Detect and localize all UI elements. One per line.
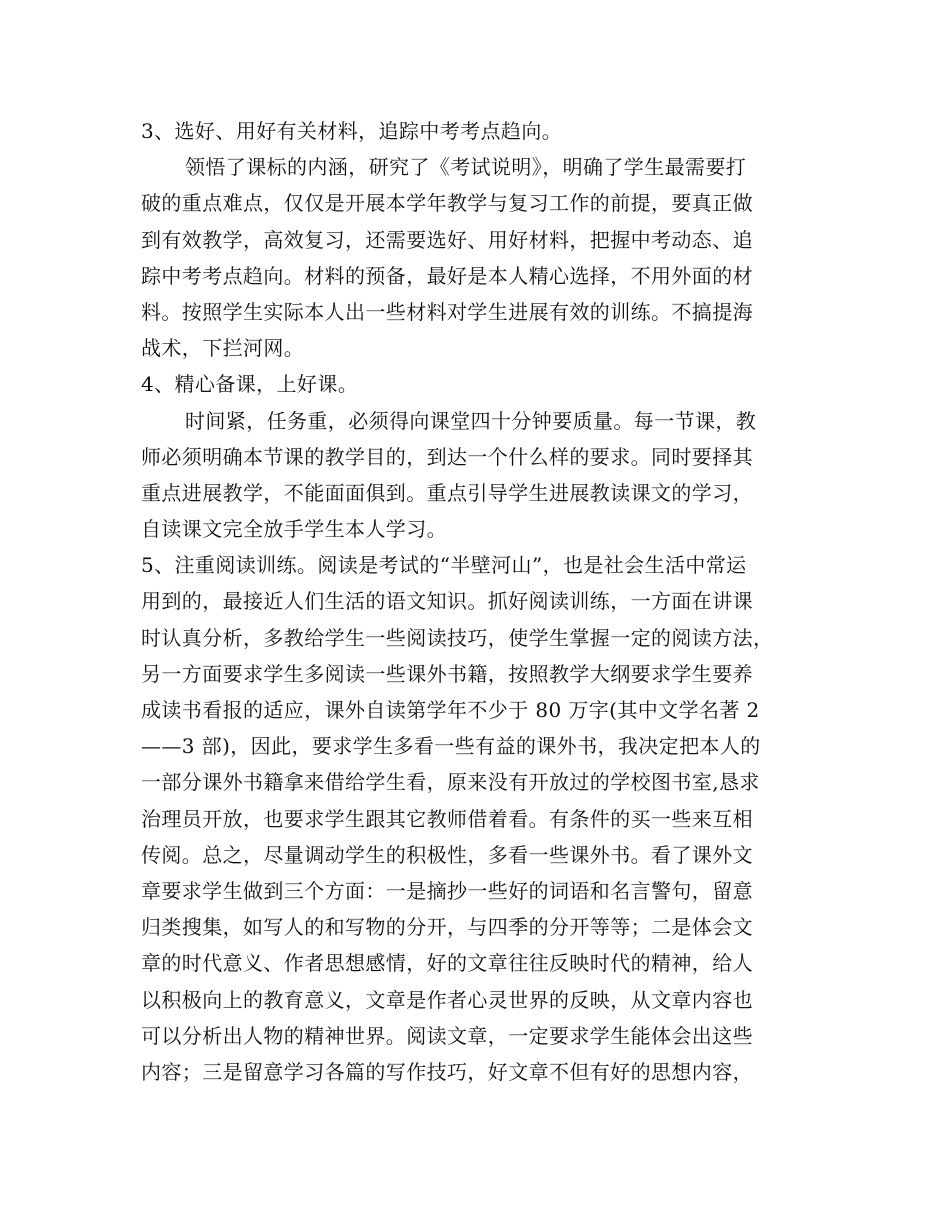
text-line: 章要求学生做到三个方面：一是摘抄一些好的词语和名言警句，留意 xyxy=(141,878,753,903)
text-line: 3、选好、用好有关材料，追踪中考考点趋向。 xyxy=(141,119,563,143)
document-body xyxy=(141,113,821,1090)
text-line: 师必须明确本节课的教学目的，到达一个什么样的要求。同时要择其 xyxy=(141,444,753,469)
text-line: 一部分课外书籍拿来借给学生看，原来没有开放过的学校图书室,恳求 xyxy=(141,770,760,795)
text-line: ——3 部)，因此，要求学生多看一些有益的课外书，我决定把本人的 xyxy=(141,734,761,759)
text-line: 归类搜集，如写人的和写物的分开，与四季的分开等等；二是体会文 xyxy=(141,915,753,940)
text-line: 4、精心备课，上好课。 xyxy=(141,372,359,397)
text-line: 成读书看报的适应，课外自读第学年不少于 80 万字(其中文学名著 2 xyxy=(141,698,760,722)
text-line: 用到的，最接近人们生活的语文知识。抓好阅读训练，一方面在讲课 xyxy=(141,589,753,614)
text-line: 章的时代意义、作者思想感情，好的文章往往反映时代的精神，给人 xyxy=(141,951,753,976)
text-line: 时间紧，任务重，必须得向课堂四十分钟要质量。每一节课，教 xyxy=(185,408,757,433)
text-line: 内容；三是留意学习各篇的写作技巧，好文章不但有好的思想内容， xyxy=(141,1059,753,1084)
text-line: 踪中考考点趋向。材料的预备，最好是本人精心选择，不用外面的材 xyxy=(141,263,753,288)
text-line: 传阅。总之，尽量调动学生的积极性，多看一些课外书。看了课外文 xyxy=(141,842,753,867)
text-line: 战术，下拦河网。 xyxy=(141,336,305,361)
text-line: 重点进展教学，不能面面俱到。重点引导学生进展教读课文的学习， xyxy=(141,480,753,505)
text-line: 以积极向上的教育意义，文章是作者心灵世界的反映，从文章内容也 xyxy=(141,987,753,1012)
text-line: 领悟了课标的内涵，研究了《考试说明》，明确了学生最需要打 xyxy=(185,155,747,180)
text-line: 自读课文完全放手学生本人学习。 xyxy=(141,517,447,542)
text-line: 5、注重阅读训练。阅读是考试的“半壁河山”，也是社会生活中常运 xyxy=(141,553,747,578)
text-line: 到有效教学，高效复习，还需要选好、用好材料，把握中考动态、追 xyxy=(141,227,753,252)
text-line: 破的重点难点，仅仅是开展本学年教学与复习工作的前提，要真正做 xyxy=(141,191,753,216)
text-line: 可以分析出人物的精神世界。阅读文章，一定要求学生能体会出这些 xyxy=(141,1023,753,1048)
text-line: 治理员开放，也要求学生跟其它教师借着看。有条件的买一些来互相 xyxy=(141,806,753,831)
text-line: 料。按照学生实际本人出一些材料对学生进展有效的训练。不搞提海 xyxy=(141,299,753,324)
text-line: 另一方面要求学生多阅读一些课外书籍，按照教学大纲要求学生要养 xyxy=(141,661,753,686)
text-line: 时认真分析，多教给学生一些阅读技巧，使学生掌握一定的阅读方法， xyxy=(141,625,774,650)
